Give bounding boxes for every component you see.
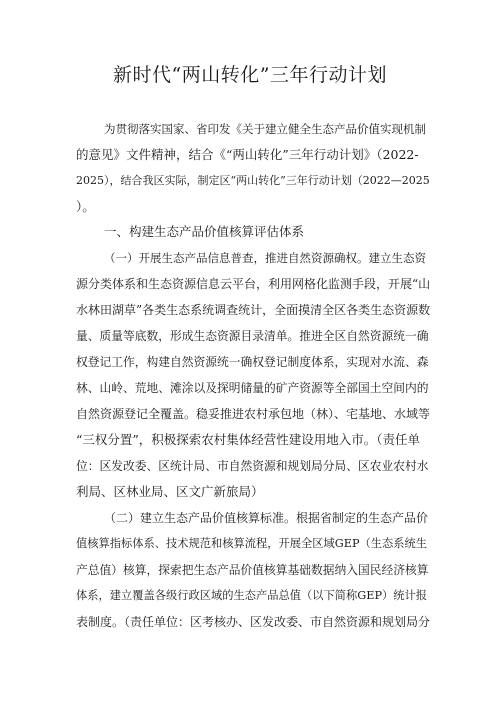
paragraph-line: 产总值）核算，探索把生态产品价值核算基础数据纳入国民经济核算 xyxy=(76,563,429,577)
paragraph-line: （一）开展生态产品信息普查，推进自然资源确权。建立生态资 xyxy=(104,251,426,265)
intro-line: 2025），结合我区实际，制定区“两山转化”三年行动计划（2022—2025 xyxy=(76,174,430,187)
paragraph-line: 体系，建立覆盖各级行政区域的生态产品总值（以下简称GEP）统计报 xyxy=(76,589,428,602)
paragraph-line: 利局、区林业局、区文广新旅局） xyxy=(76,484,264,499)
paragraph-line: 位：区发改委、区统计局、市自然资源和规划局分局、区农业农村水 xyxy=(76,459,429,473)
paragraph-line: 林、山岭、荒地、滩涂以及探明储量的矿产资源等全部国土空间内的 xyxy=(76,381,429,395)
section-heading: 一、构建生态产品价值核算评估体系 xyxy=(104,224,305,239)
intro-line: 为贯彻落实国家、省印发《关于建立健全生态产品价值实现机制 xyxy=(104,122,426,136)
paragraph-line: 权登记工作，构建自然资源统一确权登记制度体系，实现对水流、森 xyxy=(76,355,429,369)
paragraph-line: 值核算指标体系、技术规范和核算流程，开展全区域GEP（生态系统生 xyxy=(76,537,428,550)
paragraph-line: 自然资源登记全覆盖。稳妥推进农村承包地（林）、宅基地、水域等 xyxy=(76,407,431,421)
paragraph-line: （二）建立生态产品价值核算标准。根据省制定的生态产品价 xyxy=(104,511,429,525)
paragraph-line: 表制度。（责任单位：区考核办、区发改委、市自然资源和规划局分 xyxy=(76,615,431,629)
document-title: 新时代“两山转化”三年行动计划 xyxy=(113,64,387,86)
paragraph-line: “三权分置”，积极探索农村集体经营性建设用地入市。（责任单 xyxy=(76,432,421,447)
paragraph-line: 源分类体系和生态资源信息云平台，利用网格化监测手段，开展“山 xyxy=(76,277,431,291)
intro-line: 的意见》文件精神，结合《“两山转化”三年行动计划》（2022- xyxy=(76,147,419,162)
paragraph-line: 量、质量等底数，形成生态资源目录清单。推进全区自然资源统一确 xyxy=(76,329,429,343)
intro-line: ）。 xyxy=(76,199,95,214)
paragraph-line: 水林田湖草”各类生态系统调查统计，全面摸清全区各类生态资源数 xyxy=(76,303,431,317)
